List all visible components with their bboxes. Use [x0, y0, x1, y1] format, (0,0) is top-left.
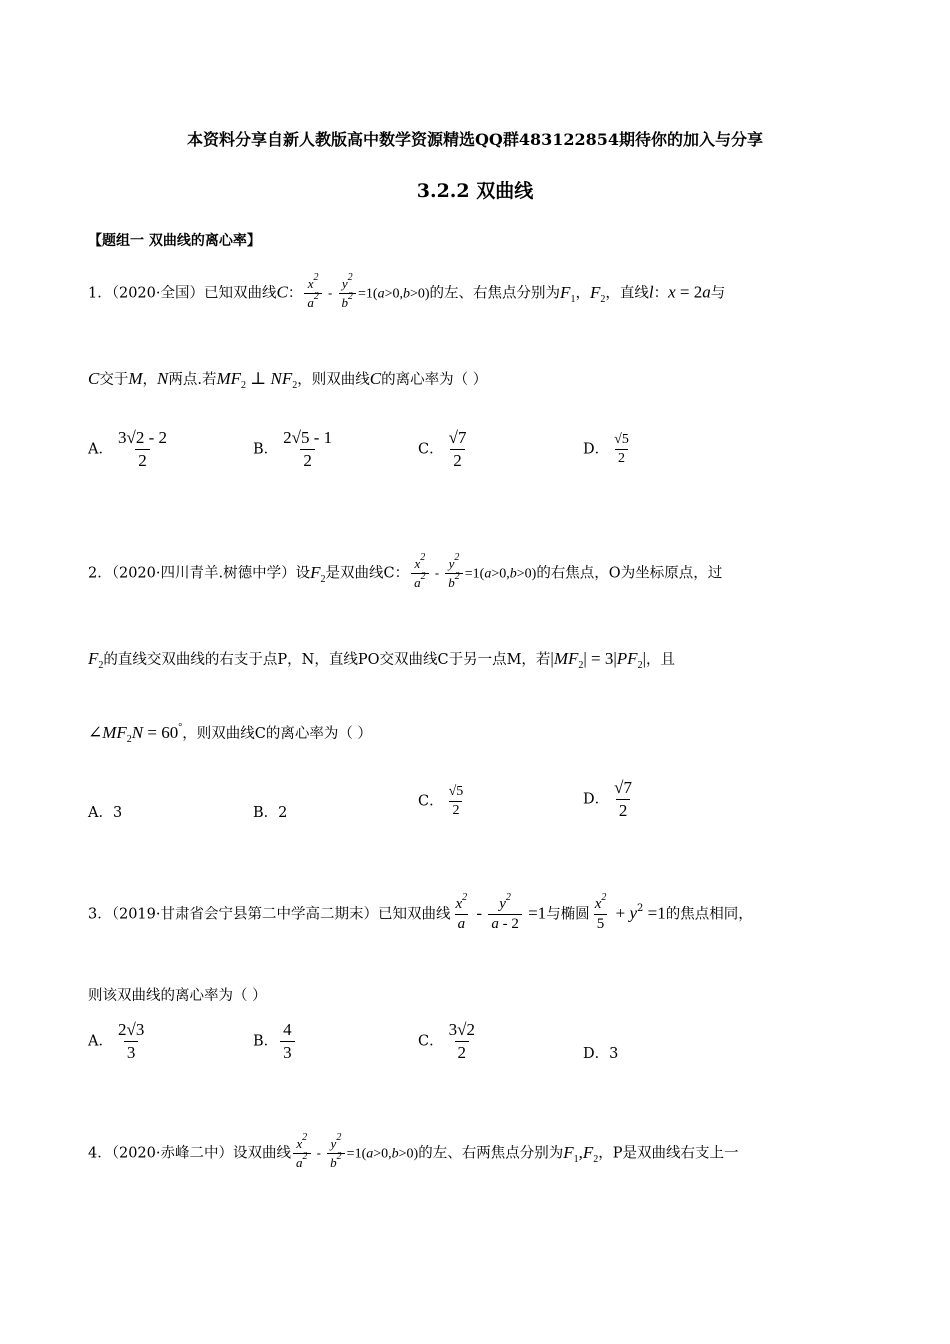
question-source: （2020·全国）已知双曲线	[111, 285, 277, 302]
q1-option-c: C． $\frac{√7}{2}$	[418, 428, 467, 470]
question-4-line-1: 4．（2020·赤峰二中）设双曲线 $\frac{x^2}{a^2}$ - $\frac{y^2}{b^2}$ =1(a>0,b>0)的左、右两焦点分别为$F_1,F_2$，P是双曲线右支上一	[88, 1132, 739, 1170]
q1-option-d: D． $\frac{√5}{2}$	[583, 432, 629, 466]
q1-option-a: A． $\frac{3√2 - 2}{2}$	[88, 428, 167, 470]
q2-option-c: C． $\frac{√5}{2}$	[418, 784, 464, 818]
q1-option-b: B． $\frac{2√5 - 1}{2}$	[253, 428, 333, 470]
question-3-line-1: 3．（2019·甘肃省会宁县第二中学高二期末）已知双曲线 $\frac{x^2}{a}$ - $\frac{y^2}{a - 2}$ =1与椭圆 $\frac{x^2}{5}$ + $y^2 =1$的焦点相同，	[88, 892, 753, 932]
resource-banner: 本资料分享自新人教版高中数学资源精选QQ群483122854期待你的加入与分享	[186, 130, 764, 149]
page-title: 3.2.2 双曲线	[416, 180, 534, 202]
question-2-line-2: $F_2$的直线交双曲线的右支于点P，N，直线PO交双曲线C于另一点M，若$|MF_2| = 3|PF_2|$，且	[88, 649, 675, 671]
hyperbola-equation: $\frac{x^2}{a}$ - $\frac{y^2}{a - 2}$ =1	[455, 892, 547, 932]
hyperbola-equation: $\frac{x^2}{a^2}$ - $\frac{y^2}{b^2}$ =1(a>0,b>0)	[291, 1136, 418, 1171]
q2-option-a: A．3	[88, 805, 123, 821]
math-var: C	[276, 282, 288, 302]
question-2-line-3: $\angle MF_2N = 60^\circ$，则双曲线C的离心率为（ ）	[88, 722, 372, 745]
q3-option-c: C． $\frac{3√2}{2}$	[418, 1020, 475, 1062]
ellipse-equation: $\frac{x^2}{5}$ + $y^2 =1$	[594, 892, 666, 932]
q2-option-b: B．2	[253, 805, 288, 821]
question-1-line-1: 1．（2020·全国）已知双曲线C： $\frac{x^2}{a^2}$ - $\frac{y^2}{b^2}$ =1(a>0,b>0)的左、右焦点分别为$F_1$，$F_2$，直线l：x = 2a与	[88, 272, 726, 310]
hyperbola-equation: $\frac{x^2}{a^2}$ - $\frac{y^2}{b^2}$ =1(a>0,b>0)	[409, 556, 536, 591]
question-2-line-1: 2．（2020·四川青羊.树德中学）设$F_2$是双曲线C： $\frac{x^2}{a^2}$ - $\frac{y^2}{b^2}$ =1(a>0,b>0)的右焦点，O为坐标原点，过	[88, 552, 723, 590]
q3-option-b: B． $\frac{4}{3}$	[253, 1020, 297, 1063]
q3-option-d: D．3	[583, 1046, 619, 1062]
hyperbola-equation: $\frac{x^2}{a^2}$ - $\frac{y^2}{b^2}$ =1(a>0,b>0)	[302, 276, 429, 311]
q2-option-d: D． $\frac{√7}{2}$	[583, 778, 632, 820]
question-1-line-2: C交于M，N两点.若$MF_2$ ⊥ $NF_2$，则双曲线C的离心率为（ ）	[88, 369, 488, 391]
question-3-line-2: 则该双曲线的离心率为（ ）	[88, 988, 267, 1004]
group-heading: 【题组一 双曲线的离心率】	[88, 233, 261, 249]
q3-option-a: A． $\frac{2√3}{3}$	[88, 1020, 145, 1062]
question-number: 1．	[88, 285, 112, 302]
